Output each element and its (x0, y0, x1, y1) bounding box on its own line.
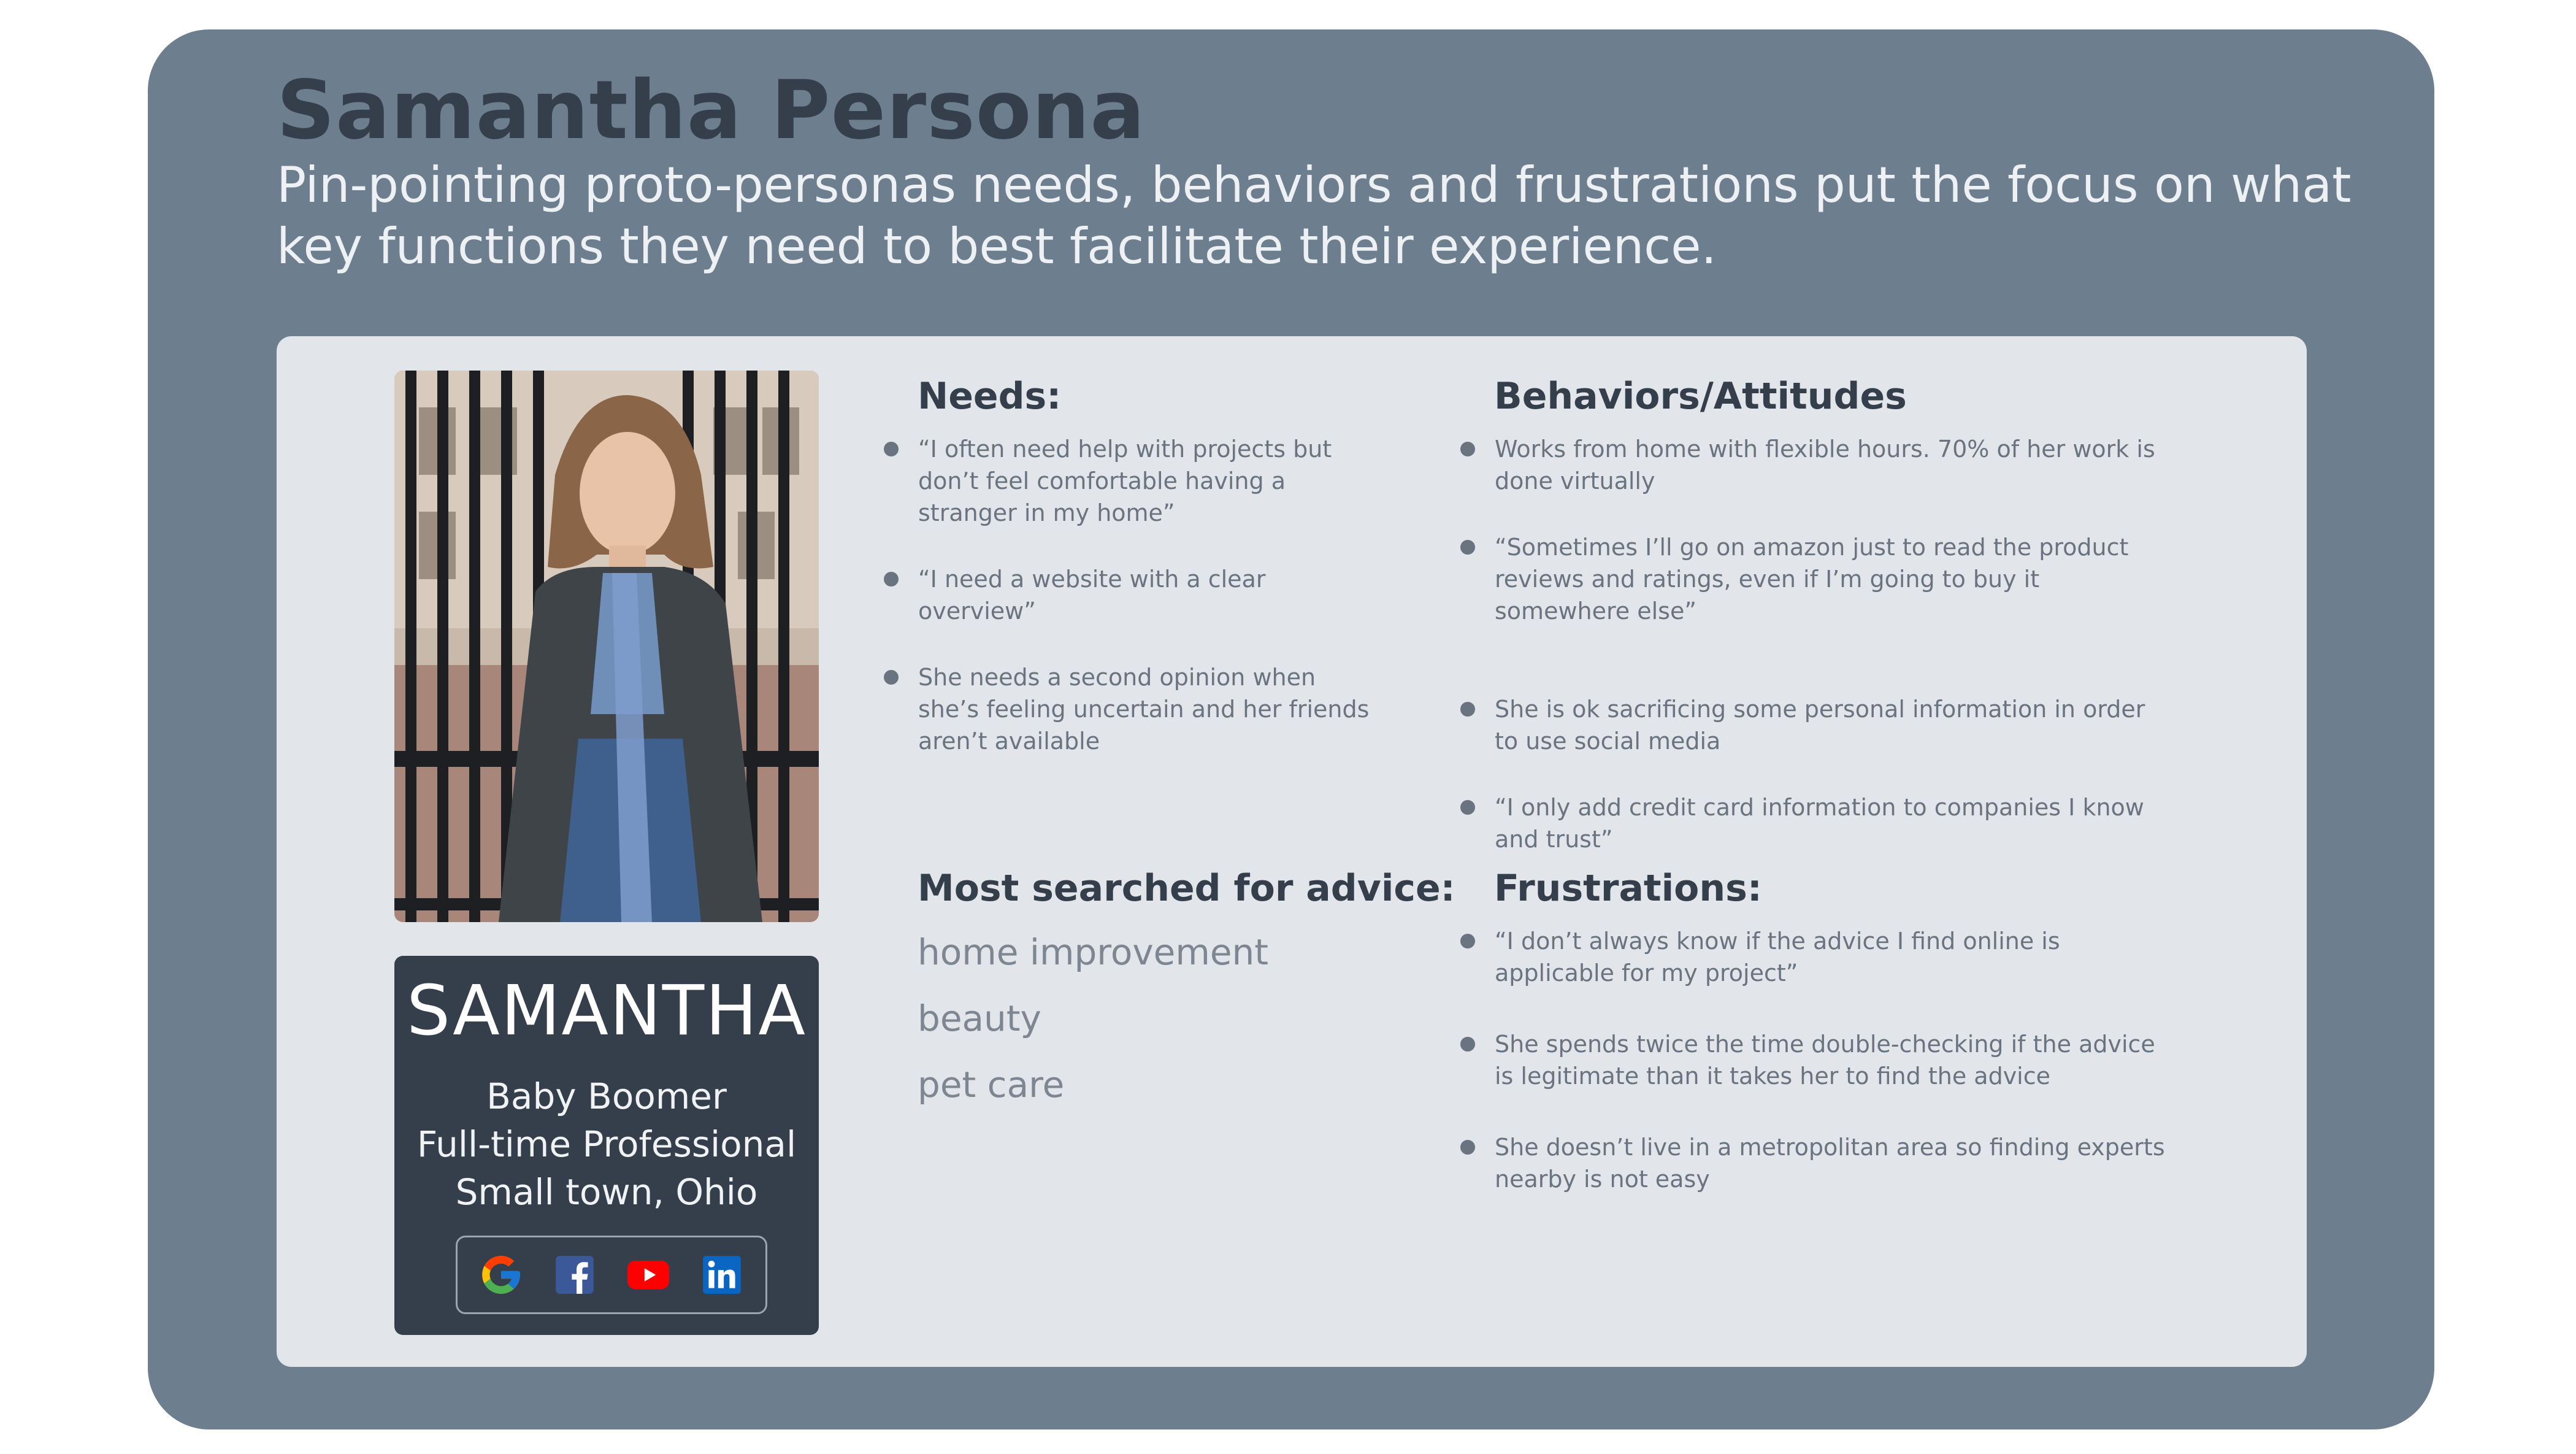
frustrations-item: “I don’t always know if the advice I find online is applicable for my project” (1460, 925, 2166, 989)
behaviors-heading: Behaviors/Attitudes (1494, 375, 1907, 418)
advice-list (918, 919, 1268, 1118)
page-title: Samantha Persona (277, 63, 1146, 158)
frustrations-item: She spends twice the time double-checking if the advice is legitimate than it takes her to find the advice (1460, 1028, 2166, 1092)
advice-item: home improvement (918, 931, 1269, 973)
persona-card (277, 336, 2307, 1367)
frustrations-item: She doesn’t live in a metropolitan area so finding experts nearby is not easy (1460, 1131, 2166, 1195)
needs-item: “I need a website with a clear overview” (884, 563, 1374, 627)
persona-photo (394, 371, 819, 922)
advice-item: pet care (918, 1064, 1065, 1106)
behaviors-item: Works from home with flexible hours. 70% of her work is done virtually (1460, 433, 2166, 497)
needs-item: She needs a second opinion when she’s feeling uncertain and her friends aren’t available (884, 661, 1374, 757)
behaviors-list (1460, 433, 2166, 855)
persona-occupation: Full-time Professional (416, 1123, 797, 1165)
behaviors-item: “I only add credit card information to companies I know and trust” (1460, 791, 2166, 855)
advice-item: beauty (918, 998, 1041, 1039)
profile-card (394, 956, 819, 1335)
behaviors-item: “Sometimes I’ll go on amazon just to read the product reviews and ratings, even if I’m going to buy it somewhere else” (1460, 531, 2166, 627)
persona-generation: Baby Boomer (486, 1075, 727, 1117)
frustrations-heading: Frustrations: (1494, 867, 1762, 910)
needs-item: “I often need help with projects but don’t feel comfortable having a stranger in my home” (884, 433, 1374, 529)
youtube-icon (626, 1252, 671, 1298)
page-subtitle: Pin-pointing proto-personas needs, behaviors and frustrations put the focus on what key functions they need to best facilitate their experience. (277, 156, 2352, 275)
google-icon (478, 1252, 524, 1298)
needs-heading: Needs: (918, 375, 1062, 418)
frustrations-list (1460, 925, 2166, 1195)
advice-heading: Most searched for advice: (918, 867, 1455, 910)
persona-photo-illustration (394, 371, 819, 922)
social-platforms (456, 1236, 767, 1314)
persona-location: Small town, Ohio (455, 1171, 758, 1213)
behaviors-item: She is ok sacrificing some personal information in order to use social media (1460, 693, 2166, 757)
linkedin-icon (699, 1252, 745, 1298)
needs-list (884, 433, 1374, 757)
facebook-icon (552, 1252, 597, 1298)
persona-name: SAMANTHA (406, 971, 807, 1051)
